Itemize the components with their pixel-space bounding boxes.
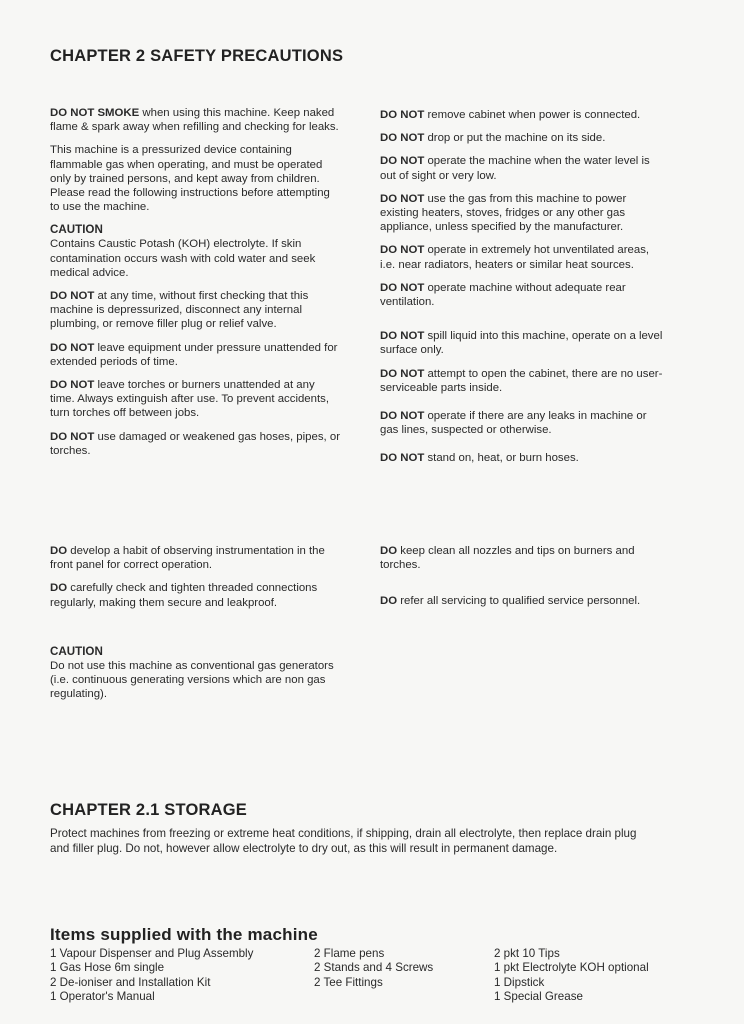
do-not-paragraph bbox=[380, 409, 665, 437]
caution-block bbox=[50, 645, 350, 711]
paragraph-lead: DO NOT bbox=[50, 379, 95, 392]
do-not-paragraph bbox=[50, 430, 340, 458]
paragraph-text: operate machine without adequate rear ventilation. bbox=[380, 281, 626, 309]
paragraph-text: operate in extremely hot unventilated areas, i.e. near radiators, heaters or similar heat sources. bbox=[380, 244, 650, 271]
paragraph-text: remove cabinet when power is connected. bbox=[424, 109, 641, 121]
do-not-paragraph bbox=[380, 131, 665, 145]
paragraph-text: spill liquid into this machine, operate on a level surface only. bbox=[380, 330, 663, 357]
right-column-donots bbox=[380, 108, 665, 475]
items-column-1 bbox=[50, 947, 253, 1005]
chapter-title: CHAPTER 2 SAFETY PRECAUTIONS bbox=[50, 47, 344, 65]
do-not-paragraph bbox=[380, 451, 665, 465]
caution-text: Contains Caustic Potash (KOH) electrolyte. If skin contamination occurs wash with cold water and seek medical advice. bbox=[50, 238, 316, 279]
paragraph-text: at any time, without first checking that this machine is depressurized, disconnect any internal plumbing, or remove filler plug or relief valve. bbox=[50, 290, 309, 331]
pressurized-device-paragraph bbox=[50, 143, 340, 214]
list-item: 1 Vapour Dispenser and Plug Assembly bbox=[50, 947, 254, 960]
do-not-paragraph bbox=[380, 281, 665, 309]
items-column-3 bbox=[494, 947, 649, 1005]
paragraph-text: refer all servicing to qualified service personnel. bbox=[397, 595, 641, 608]
paragraph-lead: DO NOT bbox=[380, 109, 425, 121]
do-not-paragraph bbox=[380, 192, 665, 235]
paragraph-lead: DO NOT bbox=[380, 410, 425, 423]
list-item: 1 pkt Electrolyte KOH optional bbox=[494, 961, 649, 975]
paragraph-lead: DO NOT bbox=[50, 341, 95, 354]
paragraph-lead: DO NOT bbox=[50, 290, 95, 303]
list-item: 1 Gas Hose 6m single bbox=[50, 961, 165, 975]
items-column-2 bbox=[314, 947, 433, 990]
do-paragraph bbox=[380, 594, 670, 608]
do-not-paragraph bbox=[380, 154, 665, 182]
storage-title: CHAPTER 2.1 STORAGE bbox=[50, 801, 247, 819]
caution-heading: CAUTION bbox=[50, 223, 103, 237]
paragraph-text: when using this machine. Keep naked flame & spark away when refilling and checking for leaks. bbox=[50, 107, 339, 134]
paragraph-text: leave torches or burners unattended at any time. Always extinguish after use. To prevent accidents, turn torches off between jobs. bbox=[50, 379, 330, 420]
paragraph-lead: DO NOT bbox=[380, 192, 425, 205]
list-item: 1 Dipstick bbox=[494, 975, 545, 989]
right-column-dos bbox=[380, 544, 670, 618]
do-not-paragraph bbox=[50, 341, 340, 369]
do-paragraph bbox=[50, 544, 340, 572]
paragraph-lead: DO NOT bbox=[380, 367, 425, 380]
left-column-top bbox=[50, 106, 340, 467]
do-not-paragraph bbox=[380, 243, 665, 271]
paragraph-text: operate if there are any leaks in machine or gas lines, suspected or otherwise. bbox=[380, 410, 647, 437]
do-not-paragraph bbox=[380, 367, 665, 395]
paragraph-lead: DO NOT bbox=[380, 132, 425, 145]
items-title: Items supplied with the machine bbox=[50, 925, 318, 944]
caution-text: Do not use this machine as conventional gas generators (i.e. continuous generating versions which are non gas regulating). bbox=[50, 660, 334, 701]
left-column-dos bbox=[50, 544, 340, 619]
paragraph-lead: DO NOT bbox=[50, 430, 95, 443]
caution-heading: CAUTION bbox=[50, 645, 103, 658]
paragraph-lead: DO NOT bbox=[380, 155, 425, 168]
paragraph-lead: DO NOT bbox=[380, 330, 425, 343]
list-item: 2 De-ioniser and Installation Kit bbox=[50, 975, 211, 989]
paragraph-lead: DO NOT bbox=[380, 244, 425, 257]
paragraph-lead: DO NOT SMOKE bbox=[50, 107, 140, 119]
no-smoke-paragraph bbox=[50, 106, 340, 134]
do-not-paragraph bbox=[380, 329, 665, 357]
paragraph-lead: DO bbox=[50, 545, 68, 557]
paragraph-text: use damaged or weakened gas hoses, pipes, or torches. bbox=[50, 430, 340, 457]
do-paragraph bbox=[380, 544, 670, 572]
list-item: 2 Flame pens bbox=[314, 947, 385, 960]
paragraph-lead: DO NOT bbox=[380, 452, 425, 465]
do-not-paragraph bbox=[50, 378, 340, 421]
paragraph-lead: DO bbox=[50, 582, 68, 595]
do-not-paragraph bbox=[50, 289, 340, 332]
list-item: 2 Stands and 4 Screws bbox=[314, 961, 434, 975]
paragraph-text: attempt to open the cabinet, there are no user-serviceable parts inside. bbox=[380, 367, 663, 394]
list-item: 1 Operator's Manual bbox=[50, 990, 155, 1004]
paragraph-text: develop a habit of observing instrumentation in the front panel for correct operation. bbox=[50, 545, 325, 572]
paragraph-text: carefully check and tighten threaded connections regularly, making them secure and leakproof. bbox=[50, 582, 318, 609]
paragraph-text: use the gas from this machine to power existing heaters, stoves, fridges or any other gas appliance, unless specified by the manufacturer. bbox=[380, 192, 627, 234]
storage-text: Protect machines from freezing or extreme heat conditions, if shipping, drain all electrolyte, then replace drain plug and filler plug. Do not, however allow electrolyte to dry out, as this will result in permanent damage. bbox=[50, 827, 637, 855]
paragraph-lead: DO bbox=[380, 595, 398, 608]
paragraph-text: stand on, heat, or burn hoses. bbox=[424, 452, 579, 465]
paragraph-text: This machine is a pressurized device containing flammable gas when operating, and must be operated only by trained persons, and kept away from children. Please read the following instructions before attempting to use the machine. bbox=[50, 144, 330, 214]
paragraph-text: leave equipment under pressure unattended for extended periods of time. bbox=[50, 341, 338, 368]
do-paragraph bbox=[50, 581, 340, 609]
paragraph-text: keep clean all nozzles and tips on burners and torches. bbox=[380, 545, 635, 572]
paragraph-text: drop or put the machine on its side. bbox=[424, 132, 606, 145]
do-not-paragraph bbox=[380, 108, 665, 122]
paragraph-lead: DO NOT bbox=[380, 281, 425, 294]
list-item: 1 Special Grease bbox=[494, 990, 583, 1004]
list-item: 2 Tee Fittings bbox=[314, 975, 383, 989]
paragraph-text: operate the machine when the water level is out of sight or very low. bbox=[380, 155, 650, 182]
paragraph-lead: DO bbox=[380, 545, 398, 557]
list-item: 2 pkt 10 Tips bbox=[494, 947, 560, 960]
